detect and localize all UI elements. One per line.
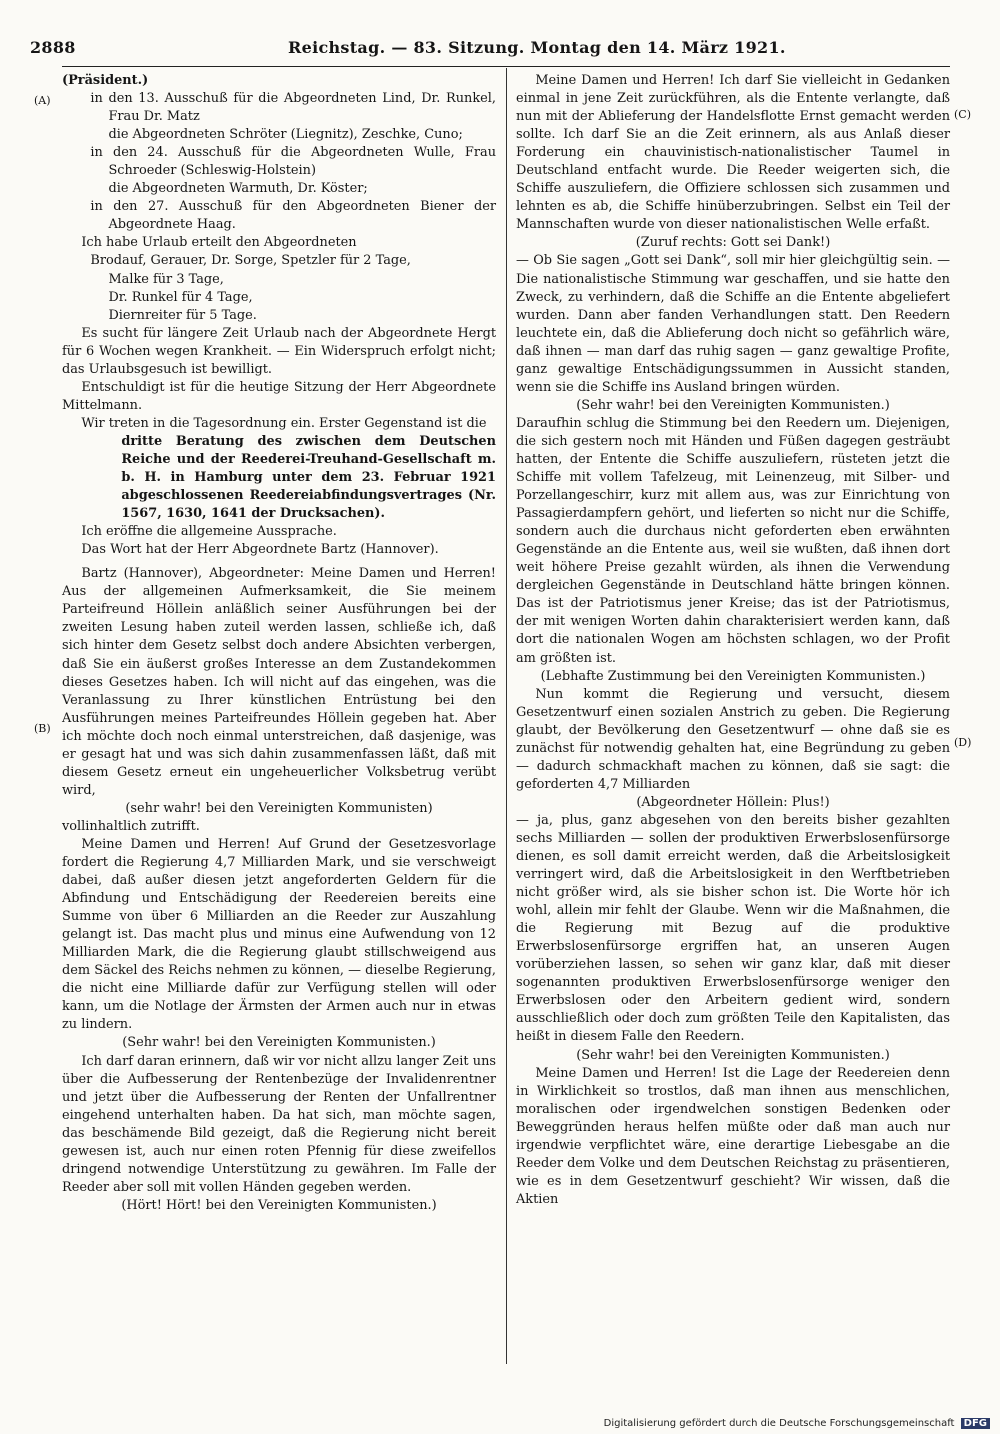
committee-entry: in den 27. Ausschuß für den Abgeordneten Biener der Abgeordnete Haag.: [90, 199, 496, 233]
paragraph: Ich habe Urlaub erteilt den Abgeordneten: [81, 235, 357, 251]
leave-entry: Malke für 3 Tage,: [108, 271, 224, 287]
interjection: (Hört! Hört! bei den Vereinigten Kommunisten.): [121, 1197, 437, 1213]
running-header: [30, 38, 980, 64]
speaker-label: (Präsident.): [62, 73, 149, 88]
interjection: (Zuruf rechts: Gott sei Dank!): [635, 235, 831, 251]
committee-entry: in den 24. Ausschuß für die Abgeordneten Wulle, Frau Schroeder (Schleswig-Holstein): [90, 145, 496, 179]
committee-entry: in den 13. Ausschuß für die Abgeordneten Lind, Dr. Runkel, Frau Dr. Matz: [90, 91, 496, 125]
paragraph: Ich eröffne die allgemeine Aussprache.: [81, 524, 337, 540]
speech-paragraph: Meine Damen und Herren! Ich darf Sie vielleicht in Gedanken einmal in jene Zeit zurückführen, als die Entente verlangte, daß nun mit der Ablieferung der Handelsflotte Ernst gemacht werden sollte. Ich darf Sie an die Zeit erinnern, als aus Anlaß dieser Forderung ein chauvinistisch-nationalistischer Taumel in Deutschland entfacht wurde. Die Reeder weigerten sich, die Schiffe auszuliefern, die Offiziere schlossen sich zusammen und lehnten es ab, die Schiffe hinüberzubringen. Selbst ein Teil der Mannschaften wurde von dieser nationalistischen Welle erfaßt.: [516, 73, 950, 233]
leave-entry: Brodauf, Gerauer, Dr. Sorge, Spetzler für 2 Tage,: [90, 253, 411, 269]
speech-paragraph: — Ob Sie sagen „Gott sei Dank“, soll mir hier gleichgültig sein. — Die nationalistische Stimmung war geschaffen, und sie hatte den Zweck, zu verhindern, daß die Schiffe an die Entente abgeliefert wurden. Dann aber fanden Verhandlungen statt. Den Reedern leuchtete ein, daß die Ablieferung doch nicht so gefährlich wäre, daß ihnen — man darf das ruhig sagen — ganz gewaltige Profite, ganz gewaltige Entschädigungssummen in Aussicht standen, wenn sie die Schiffe ins Ausland bringen würden.: [516, 253, 950, 395]
speech-paragraph: Bartz (Hannover), Abgeordneter: Meine Damen und Herren! Aus der allgemeinen Aufmerksamkeit, die Sie meinem Parteifreund Höllein anläßlich seiner Ausführungen bei der zweiten Lesung haben zuteil werden lassen, schließe ich, daß sich hinter dem Gesetz selbst doch andere Absichten verbergen, daß Sie ein äußerst großes Interesse an dem Zustandekommen dieses Gesetzes haben. Ich will nicht auf das eingehen, was die Veranlassung zu Ihrer künstlichen Entrüstung bei den Ausführungen meines Parteifreundes Höllein gegeben hat. Aber ich möchte doch noch einmal unterstreichen, daß dasjenige, was er gesagt hat und was sich dahin zusammenfassen läßt, daß mit diesem Gesetz erneut ein ungeheuerlicher Volksbetrug verübt wird,: [62, 566, 496, 798]
right-column: [516, 72, 950, 1209]
interjection: (Lebhafte Zustimmung bei den Vereinigten Kommunisten.): [540, 668, 926, 684]
leave-entry: Dr. Runkel für 4 Tage,: [108, 289, 253, 305]
page-number: 2888: [30, 38, 76, 57]
running-title: Reichstag. — 83. Sitzung. Montag den 14. März 1921.: [288, 38, 786, 57]
margin-mark-c: (C): [954, 108, 971, 121]
speech-paragraph: Meine Damen und Herren! Auf Grund der Gesetzesvorlage fordert die Regierung 4,7 Milliarden Mark, und sie verschweigt dabei, daß außer diesen jetzt angeforderten Geldern für die Abfindung und Entschädigung der Reedereien bereits eine Summe von über 6 Milliarden an die Reeder zur Auszahlung gelangt ist. Das macht plus und minus eine Aufwendung von 12 Milliarden Mark, die die Regierung glaubt stillschweigend aus dem Säckel des Reichs nehmen zu können, — dieselbe Regierung, die nicht eine Milliarde dafür zur Verfügung stellen will oder kann, um die Notlage der Ärmsten der Armen auch nur in etwas zu lindern.: [62, 836, 496, 1033]
speech-paragraph: — ja, plus, ganz abgesehen von den bereits bisher gezahlten sechs Milliarden — sollen der produktiven Erwerbslosenfürsorge dienen, es soll damit erreicht werden, daß die Arbeitslosigkeit verringert wird, daß die Arbeitslosigkeit in den Werftbetrieben nicht größer wird, als sie bisher schon ist. Die Worte hör ich wohl, allein mir fehlt der Glaube. Wenn wir die Maßnahmen, die die Regierung mit Bezug auf die produktive Erwerbslosenfürsorge ergriffen hat, an unseren Augen vorüberziehen lassen, so sehen wir ganz klar, daß mit dieser sogenannten produktiven Erwerbslosenfürsorge weniger den Erwerbslosen oder den Arbeitern gedient wird, sondern ausschließlich oder doch zum größten Teile den Kapitalisten, das heißt in diesem Falle den Reedern.: [516, 812, 950, 1045]
interjection: (Sehr wahr! bei den Vereinigten Kommunisten.): [122, 1035, 436, 1051]
column-divider: [506, 68, 507, 1364]
margin-mark-b: (B): [34, 722, 51, 735]
margin-mark-d: (D): [954, 736, 972, 749]
speech-paragraph: Ich darf daran erinnern, daß wir vor nicht allzu langer Zeit uns über die Aufbesserung der Rentenbezüge der Invalidenrentner und jetzt über die Aufbesserung der Renten der Unfallrentner eingehend unterhalten haben. Da hat sich, man möchte sagen, das beschämende Bild gezeigt, daß die Regierung nicht bereit gewesen ist, auch nur einen roten Pfennig für diese zweifellos dringend notwendige Unterstützung zu gewähren. Im Falle der Reeder aber soll mit vollen Händen gegeben werden.: [62, 1053, 496, 1195]
agenda-item: dritte Beratung des zwischen dem Deutschen Reiche und der Reederei-Treuhand-Gesellschaft m. b. H. in Hamburg unter dem 23. Februar 1921 abgeschlossenen Reedereiabfindungsvertrages (Nr. 1567, 1630, 1641 der Drucksachen).: [121, 433, 496, 522]
speech-paragraph: Nun kommt die Regierung und versucht, diesem Gesetzentwurf einen sozialen Anstrich zu geben. Die Regierung glaubt, der Bevölkerung den Gesetzentwurf — ohne daß sie es zunächst für notwendig gehalten hat, eine Begründung zu geben — dadurch schmackhaft machen zu können, daß sie sagt: die geforderten 4,7 Milliarden: [516, 686, 950, 792]
committee-entry: die Abgeordneten Schröter (Liegnitz), Zeschke, Cuno;: [108, 127, 463, 143]
interjection: (sehr wahr! bei den Vereinigten Kommunisten): [125, 800, 433, 816]
speech-paragraph: Meine Damen und Herren! Ist die Lage der Reedereien denn in Wirklichkeit so trostlos, daß man ihnen aus menschlichen, moralischen oder irgendwelchen sonstigen Bedenken oder Beweggründen heraus helfen müßte oder daß man auch nur irgendwie verpflichtet wäre, eine derartige Liebesgabe an die Reeder dem Volke und dem Deutschen Reichstag zu präsentieren, wie es in dem Gesetzentwurf geschieht? Wir wissen, daß die Aktien: [516, 1065, 950, 1207]
paragraph: Entschuldigt ist für die heutige Sitzung der Herr Abgeordnete Mittelmann.: [62, 379, 496, 413]
paragraph: vollinhaltlich zutrifft.: [62, 818, 200, 834]
interjection: (Abgeordneter Höllein: Plus!): [636, 794, 830, 810]
digitization-credit: [604, 1418, 990, 1429]
header-rule: [62, 66, 950, 67]
credit-text: Digitalisierung gefördert durch die Deutsche Forschungsgemeinschaft: [603, 1418, 955, 1429]
dfg-logo: DFG: [961, 1418, 990, 1429]
speech-paragraph: Daraufhin schlug die Stimmung bei den Reedern um. Diejenigen, die sich gestern noch mit Händen und Füßen dagegen gesträubt hatten, der Entente die Schiffe auszuliefern, rüsteten jetzt die Schiffe mit vollem Tafelzeug, mit Leinenzeug, mit Silber- und Porzellangeschirr, kurz mit allem aus, was zur Einrichtung von Passagierdampfern gehört, und lieferten so nicht nur die Schiffe, sondern auch die durchaus nicht geforderten eben erwähnten Gegenstände an die Entente aus, weil sie wußten, daß ihnen dort weit höhere Preise gezahlt würden, als ihnen die Verwendung dergleichen Gegenstände in Deutschland hätte bringen können. Das ist der Patriotismus jener Kreise; das ist der Patriotismus, der mit wenigen Worten dahin charakterisiert werden kann, daß dort die nationalen Wogen am höchsten schlagen, wo der Profit am größten ist.: [516, 415, 950, 666]
interjection: (Sehr wahr! bei den Vereinigten Kommunisten.): [576, 397, 890, 413]
margin-mark-a: (A): [34, 94, 51, 107]
left-column: [62, 72, 496, 1215]
leave-entry: Diernreiter für 5 Tage.: [108, 307, 257, 323]
interjection: (Sehr wahr! bei den Vereinigten Kommunisten.): [576, 1047, 890, 1063]
paragraph: Es sucht für längere Zeit Urlaub nach der Abgeordnete Hergt für 6 Wochen wegen Krankheit. — Ein Widerspruch erfolgt nicht; das Urlaubsgesuch ist bewilligt.: [62, 325, 496, 377]
paragraph: Das Wort hat der Herr Abgeordnete Bartz (Hannover).: [81, 542, 439, 558]
paragraph: Wir treten in die Tagesordnung ein. Erster Gegenstand ist die: [81, 415, 487, 431]
committee-entry: die Abgeordneten Warmuth, Dr. Köster;: [108, 181, 368, 197]
